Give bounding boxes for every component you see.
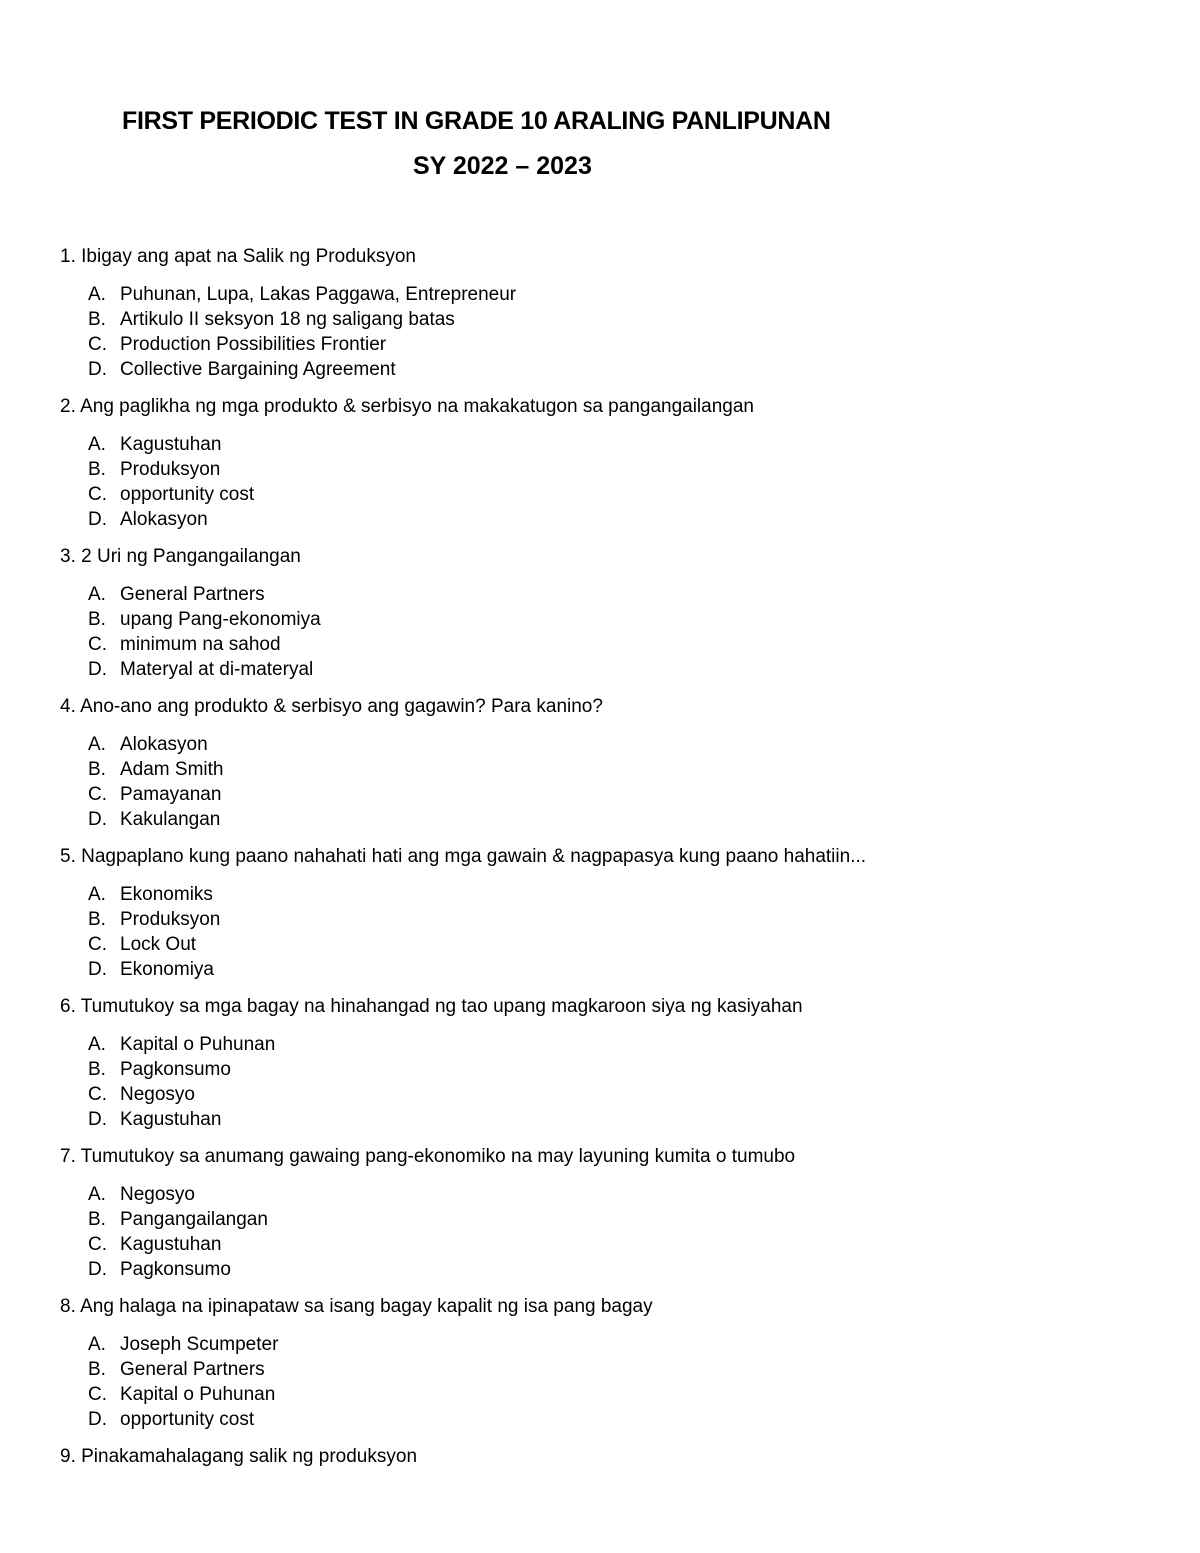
choice-list — [88, 1332, 1160, 1432]
choice-letter: B. — [88, 609, 106, 630]
question-item — [60, 1144, 1160, 1282]
choice-letter: C. — [88, 634, 107, 655]
question-text: 4. Ano-ano ang produkto & serbisyo ang gagawin? Para kanino? — [60, 696, 603, 717]
choice-item — [88, 882, 1160, 907]
choice-letter: B. — [88, 459, 106, 480]
question-text: 6. Tumutukoy sa mga bagay na hinahangad ng tao upang magkaroon siya ng kasiyahan — [60, 996, 803, 1017]
choice-list — [88, 432, 1160, 532]
choice-letter: A. — [88, 884, 106, 905]
choice-item — [88, 1207, 1160, 1232]
question-item — [60, 844, 1160, 982]
choice-letter: D. — [88, 1259, 107, 1280]
choice-letter: B. — [88, 1359, 106, 1380]
choice-letter: D. — [88, 1109, 107, 1130]
choice-letter: A. — [88, 284, 106, 305]
choice-text: Pagkonsumo — [120, 1259, 231, 1280]
choice-text: Joseph Scumpeter — [120, 1334, 279, 1355]
choice-letter: D. — [88, 659, 107, 680]
choice-item — [88, 757, 1160, 782]
choice-text: Negosyo — [120, 1184, 195, 1205]
choice-letter: A. — [88, 434, 106, 455]
question-item — [60, 1294, 1160, 1432]
choice-item — [88, 332, 1160, 357]
choice-letter: C. — [88, 1084, 107, 1105]
choice-letter: A. — [88, 1334, 106, 1355]
choice-item — [88, 632, 1160, 657]
choice-item — [88, 1407, 1160, 1432]
choice-letter: C. — [88, 784, 107, 805]
choice-letter: A. — [88, 1034, 106, 1055]
document-title: FIRST PERIODIC TEST IN GRADE 10 ARALING PANLIPUNAN — [122, 107, 831, 135]
choice-text: Alokasyon — [120, 509, 208, 530]
question-item — [60, 994, 1160, 1132]
choice-list — [88, 282, 1160, 382]
choice-letter: B. — [88, 759, 106, 780]
choice-item — [88, 582, 1160, 607]
choice-text: Pagkonsumo — [120, 1059, 231, 1080]
choice-text: minimum na sahod — [120, 634, 281, 655]
choice-item — [88, 357, 1160, 382]
choice-letter: B. — [88, 909, 106, 930]
question-text: 7. Tumutukoy sa anumang gawaing pang-ekonomiko na may layuning kumita o tumubo — [60, 1146, 796, 1167]
choice-text: Materyal at di-materyal — [120, 659, 314, 680]
choice-text: Produksyon — [120, 459, 221, 480]
choice-text: Production Possibilities Frontier — [120, 334, 387, 355]
document-subtitle: SY 2022 – 2023 — [413, 152, 592, 180]
question-text: 2. Ang paglikha ng mga produkto & serbisyo na makakatugon sa pangangailangan — [60, 396, 754, 417]
choice-letter: D. — [88, 359, 107, 380]
question-text: 5. Nagpaplano kung paano nahahati hati ang mga gawain & nagpapasya kung paano hahatiin... — [60, 846, 867, 867]
choice-item — [88, 282, 1160, 307]
choice-list — [88, 882, 1160, 982]
choice-item — [88, 607, 1160, 632]
choice-item — [88, 1332, 1160, 1357]
choice-letter: A. — [88, 1184, 106, 1205]
choice-text: Ekonomiya — [120, 959, 214, 980]
choice-item — [88, 907, 1160, 932]
question-item — [60, 544, 1160, 682]
choice-letter: C. — [88, 1234, 107, 1255]
choice-item — [88, 1032, 1160, 1057]
choice-item — [88, 1107, 1160, 1132]
choice-list — [88, 732, 1160, 832]
question-text: 9. Pinakamahalagang salik ng produksyon — [60, 1446, 418, 1467]
choice-letter: C. — [88, 334, 107, 355]
choice-item — [88, 932, 1160, 957]
choice-text: Pamayanan — [120, 784, 222, 805]
choice-text: Adam Smith — [120, 759, 224, 780]
choice-letter: A. — [88, 584, 106, 605]
question-text: 1. Ibigay ang apat na Salik ng Produksyon — [60, 246, 416, 267]
choice-item — [88, 482, 1160, 507]
choice-letter: C. — [88, 934, 107, 955]
choice-text: General Partners — [120, 1359, 265, 1380]
choice-item — [88, 1382, 1160, 1407]
choice-text: Kagustuhan — [120, 1109, 222, 1130]
choice-text: Ekonomiks — [120, 884, 213, 905]
choice-text: opportunity cost — [120, 1409, 255, 1430]
choice-text: General Partners — [120, 584, 265, 605]
choice-letter: D. — [88, 809, 107, 830]
choice-item — [88, 807, 1160, 832]
question-text: 3. 2 Uri ng Pangangailangan — [60, 546, 301, 567]
choice-item — [88, 1182, 1160, 1207]
choice-letter: D. — [88, 509, 107, 530]
choice-list — [88, 1032, 1160, 1132]
choice-item — [88, 507, 1160, 532]
choice-text: Produksyon — [120, 909, 221, 930]
choice-letter: B. — [88, 1209, 106, 1230]
choice-item — [88, 1082, 1160, 1107]
choice-text: Kagustuhan — [120, 434, 222, 455]
choice-letter: D. — [88, 1409, 107, 1430]
choice-item — [88, 782, 1160, 807]
question-text: 8. Ang halaga na ipinapataw sa isang bagay kapalit ng isa pang bagay — [60, 1296, 653, 1317]
choice-list — [88, 582, 1160, 682]
question-item — [60, 244, 1160, 382]
choice-letter: B. — [88, 309, 106, 330]
choice-letter: C. — [88, 484, 107, 505]
choice-letter: B. — [88, 1059, 106, 1080]
choice-text: Alokasyon — [120, 734, 208, 755]
choice-text: Kagustuhan — [120, 1234, 222, 1255]
choice-item — [88, 432, 1160, 457]
choice-letter: D. — [88, 959, 107, 980]
choice-item — [88, 957, 1160, 982]
choice-text: Kakulangan — [120, 809, 221, 830]
question-item — [60, 394, 1160, 532]
choice-item — [88, 657, 1160, 682]
choice-item — [88, 307, 1160, 332]
choice-item — [88, 457, 1160, 482]
choice-text: opportunity cost — [120, 484, 255, 505]
choice-item — [88, 1057, 1160, 1082]
choice-text: Lock Out — [120, 934, 197, 955]
choice-letter: C. — [88, 1384, 107, 1405]
question-item — [60, 1444, 1160, 1469]
choice-text: Kapital o Puhunan — [120, 1384, 276, 1405]
choice-text: Puhunan, Lupa, Lakas Paggawa, Entrepreneur — [120, 284, 517, 305]
question-item — [60, 694, 1160, 832]
choice-item — [88, 732, 1160, 757]
choice-list — [88, 1182, 1160, 1282]
choice-text: Collective Bargaining Agreement — [120, 359, 396, 380]
choice-letter: A. — [88, 734, 106, 755]
choice-text: Pangangailangan — [120, 1209, 268, 1230]
choice-text: Negosyo — [120, 1084, 195, 1105]
choice-text: Kapital o Puhunan — [120, 1034, 276, 1055]
choice-text: upang Pang-ekonomiya — [120, 609, 321, 630]
question-list — [60, 244, 1160, 1469]
choice-item — [88, 1257, 1160, 1282]
choice-item — [88, 1232, 1160, 1257]
choice-item — [88, 1357, 1160, 1382]
choice-text: Artikulo II seksyon 18 ng saligang batas — [120, 309, 455, 330]
